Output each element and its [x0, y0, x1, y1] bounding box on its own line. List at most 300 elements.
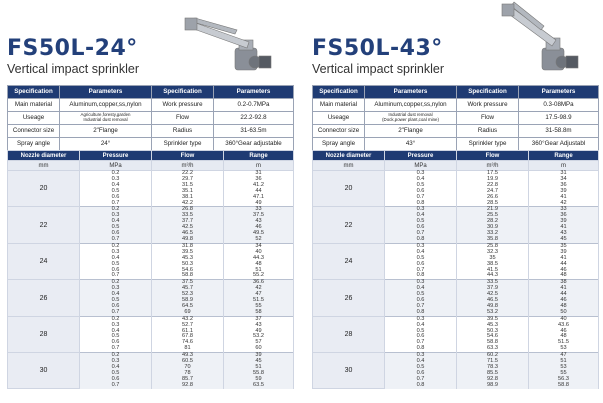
range-cell: 51 — [224, 268, 294, 274]
pressure-cell: 0.3 — [80, 177, 152, 183]
nozzle-diameter-cell: 28 — [8, 316, 80, 352]
flow-cell: 21.9 — [457, 207, 529, 213]
spec-row — [8, 138, 294, 151]
range-cell: 52 — [224, 237, 294, 243]
flow-cell: 19.9 — [457, 177, 529, 183]
range-cell: 60 — [224, 346, 294, 352]
flow-cell: 28.2 — [457, 219, 529, 225]
spec-cell: 360°Gear Adjustabl — [519, 138, 599, 151]
range-cell: 46 — [224, 225, 294, 231]
flow-cell: 45.3 — [152, 256, 224, 262]
range-cell: 48 — [529, 304, 599, 310]
pressure-cell: 0.5 — [385, 219, 457, 225]
unit-cell: m — [224, 161, 294, 171]
flow-header-cell: Range — [529, 151, 599, 161]
nozzle-diameter-cell: 22 — [8, 207, 80, 243]
spec-header-cell: Specification — [152, 86, 214, 99]
flow-cell: 81 — [152, 346, 224, 352]
spec-table — [312, 85, 599, 151]
flow-header-row — [8, 151, 294, 161]
pressure-cell: 0.3 — [385, 316, 457, 322]
spec-row — [313, 99, 599, 112]
range-cell: 48 — [529, 273, 599, 279]
pressure-cell: 0.7 — [385, 377, 457, 383]
flow-cell: 35 — [457, 256, 529, 262]
flow-cell: 42.5 — [457, 292, 529, 298]
product-subtitle: Vertical impact sprinkler — [312, 62, 444, 76]
flow-cell: 38.5 — [457, 262, 529, 268]
range-cell: 51 — [529, 359, 599, 365]
spec-header-cell: Specification — [457, 86, 519, 99]
flow-cell: 44.3 — [457, 273, 529, 279]
spec-row — [313, 138, 599, 151]
range-cell: 37.5 — [224, 213, 294, 219]
flow-header-cell: Nozzle diameter — [8, 151, 80, 161]
range-cell: 59 — [224, 377, 294, 383]
range-cell: 37 — [224, 316, 294, 322]
range-cell: 58 — [224, 310, 294, 316]
flow-cell: 46.5 — [457, 298, 529, 304]
flow-cell: 92.8 — [152, 383, 224, 389]
pressure-cell: 0.5 — [385, 183, 457, 189]
flow-cell: 33.2 — [457, 231, 529, 237]
pressure-cell: 0.3 — [385, 243, 457, 249]
flow-cell: 31.8 — [152, 243, 224, 249]
flow-cell: 17.5 — [457, 171, 529, 177]
flow-cell: 50.3 — [152, 262, 224, 268]
range-cell: 41 — [529, 286, 599, 292]
unit-cell: MPa — [385, 161, 457, 171]
flow-cell: 32.3 — [457, 250, 529, 256]
spec-cell: 0.3-08MPa — [519, 99, 599, 112]
unit-cell: mm — [8, 161, 80, 171]
pressure-cell: 0.3 — [80, 250, 152, 256]
pressure-cell: 0.3 — [385, 171, 457, 177]
flow-cell: 45.7 — [152, 286, 224, 292]
unit-cell: m³/h — [457, 161, 529, 171]
pressure-cell: 0.3 — [385, 280, 457, 286]
unit-cell: m — [529, 161, 599, 171]
range-cell: 31 — [529, 171, 599, 177]
spec-cell: Industrial dust removal (Dock,power plant,coal mine) — [365, 112, 457, 125]
range-cell: 55 — [224, 304, 294, 310]
pressure-cell: 0.4 — [80, 183, 152, 189]
pressure-cell: 0.3 — [80, 213, 152, 219]
pressure-cell: 0.4 — [80, 256, 152, 262]
pressure-cell: 0.4 — [385, 250, 457, 256]
flow-cell: 37.5 — [152, 280, 224, 286]
spec-cell: Work pressure — [152, 99, 214, 112]
flow-cell: 26.8 — [152, 207, 224, 213]
pressure-cell: 0.5 — [385, 292, 457, 298]
spec-row — [313, 112, 599, 125]
flow-cell: 98.9 — [457, 383, 529, 389]
flow-table — [312, 150, 599, 389]
unit-cell: m³/h — [152, 161, 224, 171]
flow-cell: 52.3 — [152, 292, 224, 298]
range-cell: 46 — [529, 329, 599, 335]
range-cell: 56.3 — [529, 377, 599, 383]
range-cell: 43 — [224, 323, 294, 329]
pressure-cell: 0.3 — [80, 359, 152, 365]
pressure-cell: 0.3 — [385, 353, 457, 359]
range-cell: 49.5 — [224, 231, 294, 237]
flow-cell: 70 — [152, 365, 224, 371]
flow-cell: 35.1 — [152, 189, 224, 195]
range-cell: 41 — [529, 256, 599, 262]
pressure-cell: 0.4 — [80, 292, 152, 298]
flow-cell: 42.2 — [152, 201, 224, 207]
pressure-cell: 0.8 — [385, 237, 457, 243]
spec-cell: Work pressure — [457, 99, 519, 112]
flow-cell: 63.3 — [457, 346, 529, 352]
flow-cell: 41.5 — [457, 268, 529, 274]
spec-cell: Flow — [152, 112, 214, 125]
spec-cell: 24° — [60, 138, 152, 151]
flow-cell: 31.5 — [152, 183, 224, 189]
pressure-cell: 0.5 — [80, 334, 152, 340]
flow-cell: 29.7 — [152, 177, 224, 183]
pressure-cell: 0.6 — [385, 262, 457, 268]
flow-header-row — [313, 151, 599, 161]
pressure-cell: 0.8 — [385, 383, 457, 389]
flow-cell: 53.2 — [457, 310, 529, 316]
product-title: FS50L-43° — [312, 36, 443, 61]
nozzle-diameter-cell: 26 — [8, 280, 80, 316]
pressure-cell: 0.2 — [80, 353, 152, 359]
pressure-cell: 0.7 — [80, 346, 152, 352]
flow-cell: 37.9 — [457, 286, 529, 292]
pressure-cell: 0.2 — [80, 207, 152, 213]
spec-header-cell: Parameters — [365, 86, 457, 99]
flow-cell: 58.8 — [152, 273, 224, 279]
range-cell: 39 — [224, 353, 294, 359]
pressure-cell: 0.5 — [385, 365, 457, 371]
spec-cell: 31-63.5m — [214, 125, 294, 138]
pressure-cell: 0.6 — [385, 298, 457, 304]
flow-cell: 58.8 — [457, 340, 529, 346]
range-cell: 51.5 — [224, 298, 294, 304]
flow-cell: 28.5 — [457, 201, 529, 207]
range-cell: 44 — [529, 292, 599, 298]
flow-cell: 78.3 — [457, 365, 529, 371]
spec-cell: Aluminum,copper,ss,nylon — [365, 99, 457, 112]
flow-header-cell: Nozzle diameter — [313, 151, 385, 161]
product-subtitle: Vertical impact sprinkler — [7, 62, 139, 76]
range-cell: 55.8 — [224, 371, 294, 377]
spec-cell: Main material — [313, 99, 365, 112]
spec-cell: 22.2-92.8 — [214, 112, 294, 125]
range-cell: 42 — [529, 201, 599, 207]
flow-cell: 33.5 — [152, 213, 224, 219]
pressure-cell: 0.4 — [385, 286, 457, 292]
pressure-cell: 0.6 — [385, 334, 457, 340]
range-cell: 63.5 — [224, 383, 294, 389]
flow-header-cell: Pressure — [80, 151, 152, 161]
flow-cell: 61.1 — [152, 329, 224, 335]
range-cell: 35 — [529, 243, 599, 249]
flow-cell: 33.5 — [457, 280, 529, 286]
spec-cell: 2"Flange — [60, 125, 152, 138]
spec-cell: 2"Flange — [365, 125, 457, 138]
pressure-cell: 0.3 — [80, 323, 152, 329]
flow-cell: 60.5 — [152, 359, 224, 365]
pressure-cell: 0.8 — [385, 273, 457, 279]
pressure-cell: 0.5 — [385, 329, 457, 335]
range-cell: 44 — [224, 189, 294, 195]
spec-cell: Spray angle — [313, 138, 365, 151]
flow-cell: 54.6 — [152, 268, 224, 274]
pressure-cell: 0.5 — [80, 262, 152, 268]
flow-cell: 60.2 — [457, 353, 529, 359]
flow-header-cell: Range — [224, 151, 294, 161]
flow-cell: 43.2 — [152, 316, 224, 322]
range-cell: 44.3 — [224, 256, 294, 262]
sprinkler-product-image — [175, 0, 287, 80]
flow-cell: 49.3 — [152, 353, 224, 359]
range-cell: 55.2 — [224, 273, 294, 279]
pressure-cell: 0.7 — [80, 201, 152, 207]
nozzle-diameter-cell: 20 — [8, 171, 80, 207]
spec-header-cell: Parameters — [214, 86, 294, 99]
flow-cell: 52.7 — [152, 323, 224, 329]
spec-header-cell: Specification — [313, 86, 365, 99]
range-cell: 55 — [529, 371, 599, 377]
flow-cell: 74.6 — [152, 340, 224, 346]
flow-cell: 39.5 — [457, 316, 529, 322]
pressure-cell: 0.8 — [385, 201, 457, 207]
spec-cell: 43° — [365, 138, 457, 151]
range-cell: 47 — [224, 292, 294, 298]
spec-cell: 360°Gear adjustable — [214, 138, 294, 151]
flow-cell: 25.8 — [457, 243, 529, 249]
range-cell: 39 — [529, 189, 599, 195]
range-cell: 36 — [529, 183, 599, 189]
flow-cell: 30.9 — [457, 225, 529, 231]
flow-cell: 45.3 — [457, 323, 529, 329]
pressure-cell: 0.2 — [80, 280, 152, 286]
unit-cell: MPa — [80, 161, 152, 171]
spec-row — [313, 125, 599, 138]
range-cell: 53.2 — [224, 334, 294, 340]
pressure-cell: 0.8 — [385, 346, 457, 352]
unit-cell: mm — [313, 161, 385, 171]
flow-cell: 35.8 — [457, 237, 529, 243]
spec-cell: Flow — [457, 112, 519, 125]
range-cell: 31 — [224, 171, 294, 177]
spec-cell: Useage — [8, 112, 60, 125]
flow-cell: 58.9 — [152, 298, 224, 304]
flow-header-cell: Flow — [457, 151, 529, 161]
pressure-cell: 0.8 — [385, 310, 457, 316]
spec-cell: Connector size — [8, 125, 60, 138]
range-cell: 46 — [529, 298, 599, 304]
nozzle-diameter-cell: 24 — [313, 243, 385, 279]
flow-cell: 24.7 — [457, 189, 529, 195]
range-cell: 41 — [529, 225, 599, 231]
range-cell: 41.2 — [224, 183, 294, 189]
range-cell: 49 — [224, 329, 294, 335]
flow-cell: 25.5 — [457, 213, 529, 219]
range-cell: 49 — [224, 201, 294, 207]
range-cell: 39 — [529, 250, 599, 256]
pressure-cell: 0.6 — [80, 340, 152, 346]
flow-cell: 22.2 — [152, 171, 224, 177]
pressure-cell: 0.6 — [385, 189, 457, 195]
pressure-cell: 0.7 — [385, 340, 457, 346]
flow-cell: 26.6 — [457, 195, 529, 201]
range-cell: 41 — [529, 195, 599, 201]
sprinkler-product-image — [480, 0, 592, 80]
spec-cell: 31-58.8m — [519, 125, 599, 138]
pressure-cell: 0.5 — [80, 298, 152, 304]
spec-cell: Radius — [152, 125, 214, 138]
range-cell: 50 — [529, 310, 599, 316]
spec-cell: Main material — [8, 99, 60, 112]
range-cell: 57 — [224, 340, 294, 346]
pressure-cell: 0.4 — [385, 359, 457, 365]
pressure-cell: 0.2 — [80, 316, 152, 322]
pressure-cell: 0.7 — [385, 304, 457, 310]
range-cell: 39 — [529, 219, 599, 225]
flow-units-row — [8, 161, 294, 171]
range-cell: 34 — [224, 243, 294, 249]
pressure-cell: 0.4 — [385, 323, 457, 329]
spec-cell: Sprinkler type — [152, 138, 214, 151]
range-cell: 43.6 — [529, 323, 599, 329]
range-cell: 36 — [224, 177, 294, 183]
spec-cell: Radius — [457, 125, 519, 138]
nozzle-diameter-cell: 28 — [313, 316, 385, 352]
spec-cell: Aluminum,copper,ss,nylon — [60, 99, 152, 112]
flow-cell: 22.8 — [457, 183, 529, 189]
panel-fs50l-43 — [312, 0, 598, 403]
pressure-cell: 0.6 — [80, 195, 152, 201]
pressure-cell: 0.4 — [80, 365, 152, 371]
pressure-cell: 0.6 — [385, 371, 457, 377]
range-cell: 33 — [224, 207, 294, 213]
range-cell: 43 — [529, 231, 599, 237]
pressure-cell: 0.4 — [80, 329, 152, 335]
range-cell: 43 — [224, 219, 294, 225]
flow-cell: 67.8 — [152, 334, 224, 340]
spec-row — [8, 125, 294, 138]
pressure-cell: 0.5 — [80, 189, 152, 195]
range-cell: 44 — [529, 262, 599, 268]
range-cell: 47 — [529, 353, 599, 359]
flow-cell: 85.5 — [457, 371, 529, 377]
spec-cell: Agriculture,foresty,garden Industrial dust removal — [60, 112, 152, 125]
spec-cell: Spray angle — [8, 138, 60, 151]
spec-header-cell: Parameters — [60, 86, 152, 99]
flow-cell: 49.8 — [457, 304, 529, 310]
nozzle-diameter-cell: 30 — [313, 353, 385, 389]
range-cell: 46 — [529, 268, 599, 274]
pressure-cell: 0.5 — [80, 225, 152, 231]
pressure-cell: 0.6 — [80, 304, 152, 310]
spec-header-row — [313, 86, 599, 99]
flow-cell: 49.8 — [152, 237, 224, 243]
pressure-cell: 0.4 — [385, 177, 457, 183]
range-cell: 53 — [529, 346, 599, 352]
pressure-cell: 0.7 — [80, 383, 152, 389]
flow-cell: 69 — [152, 310, 224, 316]
range-cell: 53 — [529, 365, 599, 371]
spec-cell: Connector size — [313, 125, 365, 138]
spec-cell: Useage — [313, 112, 365, 125]
pressure-cell: 0.4 — [385, 213, 457, 219]
pressure-cell: 0.7 — [385, 195, 457, 201]
flow-units-row — [313, 161, 599, 171]
pressure-cell: 0.6 — [385, 225, 457, 231]
flow-cell: 85.7 — [152, 377, 224, 383]
nozzle-diameter-cell: 24 — [8, 243, 80, 279]
flow-cell: 71.5 — [457, 359, 529, 365]
spec-header-cell: Parameters — [519, 86, 599, 99]
pressure-cell: 0.2 — [80, 171, 152, 177]
flow-table — [7, 150, 294, 389]
flow-cell: 64.5 — [152, 304, 224, 310]
pressure-cell: 0.3 — [385, 207, 457, 213]
flow-cell: 50.3 — [457, 329, 529, 335]
spec-cell: 0.2-0.7MPa — [214, 99, 294, 112]
flow-cell: 78 — [152, 371, 224, 377]
range-cell: 36.6 — [224, 280, 294, 286]
panel-fs50l-24 — [7, 0, 293, 403]
spec-table — [7, 85, 294, 151]
pressure-cell: 0.5 — [385, 256, 457, 262]
spec-header-row — [8, 86, 294, 99]
flow-header-cell: Pressure — [385, 151, 457, 161]
pressure-cell: 0.7 — [80, 310, 152, 316]
pressure-cell: 0.6 — [80, 268, 152, 274]
spec-row — [8, 99, 294, 112]
range-cell: 33 — [529, 207, 599, 213]
product-title: FS50L-24° — [7, 36, 138, 61]
range-cell: 51 — [224, 365, 294, 371]
nozzle-diameter-cell: 22 — [313, 207, 385, 243]
flow-cell: 54.6 — [457, 334, 529, 340]
nozzle-diameter-cell: 26 — [313, 280, 385, 316]
range-cell: 38 — [529, 280, 599, 286]
flow-header-cell: Flow — [152, 151, 224, 161]
nozzle-diameter-cell: 20 — [313, 171, 385, 207]
flow-cell: 38.1 — [152, 195, 224, 201]
pressure-cell: 0.7 — [80, 273, 152, 279]
range-cell: 45 — [529, 237, 599, 243]
spec-cell: Sprinkler type — [457, 138, 519, 151]
range-cell: 48 — [529, 334, 599, 340]
range-cell: 34 — [529, 177, 599, 183]
range-cell: 48 — [224, 262, 294, 268]
range-cell: 42 — [224, 286, 294, 292]
nozzle-diameter-cell: 30 — [8, 353, 80, 389]
pressure-cell: 0.7 — [385, 231, 457, 237]
flow-cell: 92.8 — [457, 377, 529, 383]
flow-cell: 37.7 — [152, 219, 224, 225]
range-cell: 51.5 — [529, 340, 599, 346]
flow-cell: 42.5 — [152, 225, 224, 231]
pressure-cell: 0.4 — [80, 219, 152, 225]
pressure-cell: 0.2 — [80, 243, 152, 249]
range-cell: 47.1 — [224, 195, 294, 201]
pressure-cell: 0.6 — [80, 231, 152, 237]
range-cell: 40 — [529, 316, 599, 322]
range-cell: 40 — [224, 250, 294, 256]
flow-cell: 46.5 — [152, 231, 224, 237]
pressure-cell: 0.5 — [80, 371, 152, 377]
pressure-cell: 0.7 — [385, 268, 457, 274]
